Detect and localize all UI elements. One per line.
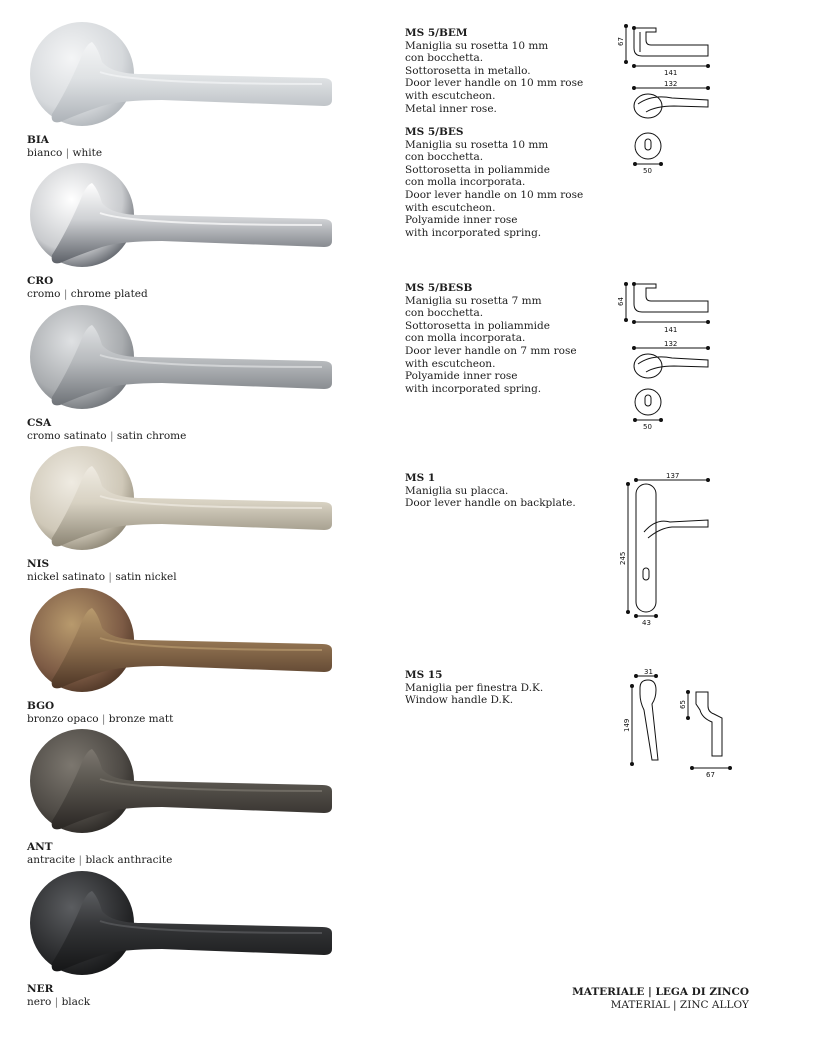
finish-label <box>27 417 186 443</box>
lever-handle-image <box>22 305 342 415</box>
dim-width: 31 <box>644 668 653 676</box>
model-code: MS 1 <box>405 472 436 484</box>
dim-length: 141 <box>664 69 678 77</box>
dim-plate: 43 <box>642 619 651 627</box>
dim-height: 67 <box>617 37 625 46</box>
finish-label <box>27 558 177 584</box>
model-code: MS 5/BEM <box>405 27 468 39</box>
model-line: Metal inner rose. <box>405 102 497 115</box>
model-line: Sottorosetta in poliammide <box>405 319 550 332</box>
model-code: MS 5/BES <box>405 126 464 138</box>
model-line: Door lever handle on 10 mm rose <box>405 77 584 90</box>
separator: | <box>54 996 59 1008</box>
finish-name-en: black anthracite <box>85 854 173 866</box>
lever-handle-image <box>22 22 342 132</box>
model-line: con molla incorporata. <box>405 332 526 345</box>
separator: | <box>101 713 106 725</box>
finish-label <box>27 275 148 301</box>
separator: | <box>108 571 112 583</box>
finish-name-it: cromo satinato <box>27 430 107 442</box>
finish-code: CRO <box>27 275 54 287</box>
model-ms5-besb <box>405 282 605 395</box>
model-line: con bocchetta. <box>405 307 484 320</box>
model-line: with escutcheon. <box>405 357 496 370</box>
dim-length: 141 <box>664 326 678 334</box>
finish-label <box>27 841 172 867</box>
separator: | <box>78 854 83 866</box>
finish-code: BGO <box>27 700 55 712</box>
lever-handle-image <box>22 446 342 556</box>
finish-name-it: cromo <box>27 288 61 300</box>
model-ms5-bes <box>405 126 605 239</box>
model-line: con molla incorporata. <box>405 176 526 189</box>
dim-side-height: 65 <box>679 700 687 709</box>
separator: | <box>109 430 114 442</box>
finish-name-it: nero <box>27 996 52 1008</box>
model-line: Door lever handle on backplate. <box>405 497 576 510</box>
lever-handle-image <box>22 729 342 839</box>
model-line: with escutcheon. <box>405 201 496 214</box>
model-line: Polyamide inner rose <box>405 370 518 383</box>
finish-name-it: bianco <box>27 147 63 159</box>
model-code: MS 5/BESB <box>405 282 473 294</box>
finish-name-en: satin chrome <box>116 430 187 442</box>
model-ms1 <box>405 472 605 510</box>
finish-code: NIS <box>27 558 50 570</box>
dim-top: 132 <box>664 340 678 348</box>
finish-name-it: bronzo opaco <box>27 713 99 725</box>
technical-drawing-ms1 <box>612 470 722 630</box>
finish-name-en: chrome plated <box>70 288 148 300</box>
model-line: with escutcheon. <box>405 89 496 102</box>
separator: | <box>63 288 68 300</box>
dim-side-length: 67 <box>706 771 715 779</box>
model-ms5-bem <box>405 27 605 115</box>
model-line: with incorporated spring. <box>405 226 542 239</box>
technical-drawing-ms5-besb <box>612 278 722 438</box>
finish-name-it: nickel satinato <box>27 571 106 583</box>
finish-name-en: black <box>61 996 91 1008</box>
material-en: MATERIAL | ZINC ALLOY <box>610 999 749 1011</box>
dim-height: 64 <box>617 297 625 306</box>
technical-drawing-ms15 <box>612 664 742 784</box>
material-it: MATERIALE | LEGA DI ZINCO <box>572 986 749 998</box>
finish-code: NER <box>27 983 54 995</box>
model-line: with incorporated spring. <box>405 382 542 395</box>
finish-code: CSA <box>27 417 52 429</box>
finish-name-en: satin nickel <box>115 571 177 583</box>
dim-width: 137 <box>666 472 680 480</box>
separator: | <box>65 147 70 159</box>
model-line: Window handle D.K. <box>405 694 514 707</box>
model-ms15 <box>405 669 605 707</box>
lever-handle-image <box>22 163 342 273</box>
technical-drawing-ms5-bem <box>612 18 722 178</box>
model-line: con bocchetta. <box>405 52 484 65</box>
finish-code: BIA <box>27 134 49 146</box>
finish-label <box>27 134 102 160</box>
finish-label <box>27 700 173 726</box>
model-line: Polyamide inner rose <box>405 214 518 227</box>
dim-height: 149 <box>623 718 631 732</box>
model-line: Sottorosetta in poliammide <box>405 163 550 176</box>
lever-handle-image <box>22 588 342 698</box>
model-line: Sottorosetta in metallo. <box>405 64 531 77</box>
material-note <box>572 986 749 1012</box>
finish-name-it: antracite <box>27 854 76 866</box>
dim-rose: 50 <box>643 423 652 431</box>
lever-handle-image <box>22 871 342 981</box>
finish-name-en: bronze matt <box>108 713 174 725</box>
model-line: Maniglia su rosetta 7 mm <box>405 294 542 307</box>
model-line: Maniglia su placca. <box>405 484 509 497</box>
model-line: Door lever handle on 10 mm rose <box>405 188 584 201</box>
dim-top: 132 <box>664 80 678 88</box>
model-line: Maniglia su rosetta 10 mm <box>405 39 549 52</box>
finish-name-en: white <box>72 147 103 159</box>
model-line: Maniglia per finestra D.K. <box>405 681 544 694</box>
model-line: Door lever handle on 7 mm rose <box>405 344 577 357</box>
dim-rose: 50 <box>643 167 652 175</box>
model-line: Maniglia su rosetta 10 mm <box>405 138 549 151</box>
dim-height: 245 <box>619 551 627 565</box>
model-code: MS 15 <box>405 669 443 681</box>
model-line: con bocchetta. <box>405 151 484 164</box>
finish-code: ANT <box>27 841 53 853</box>
finish-label <box>27 983 90 1009</box>
